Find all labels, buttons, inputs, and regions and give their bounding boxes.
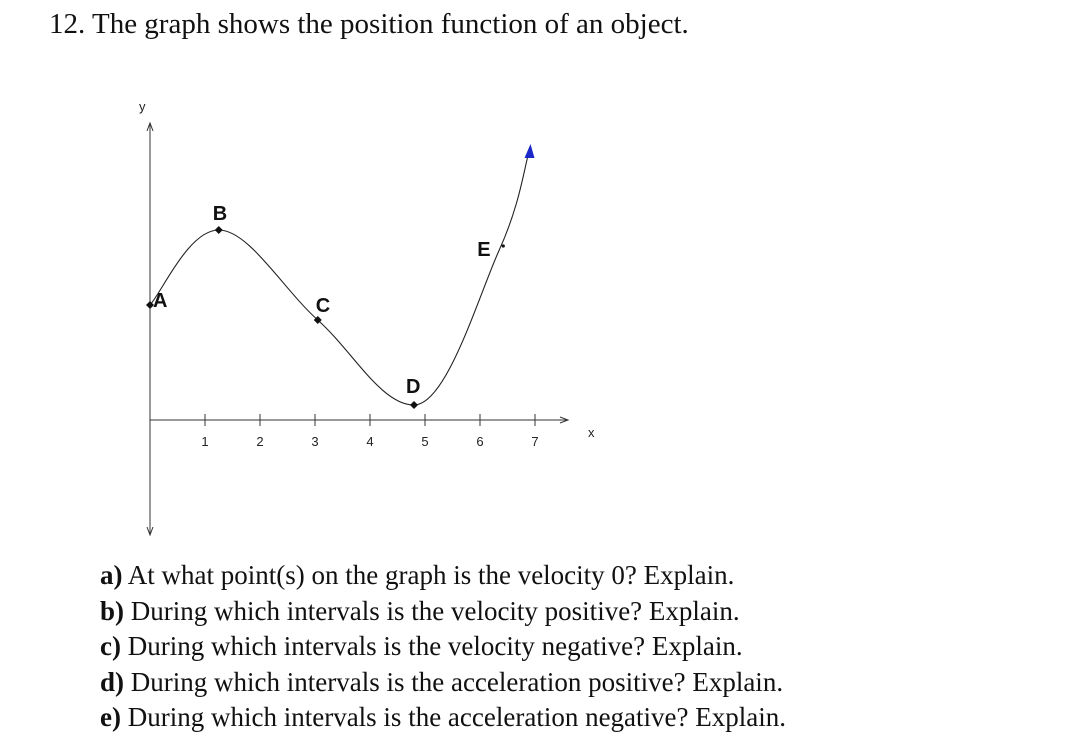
point-label-c: C	[315, 295, 331, 317]
question-letter: d)	[100, 666, 125, 697]
x-tick-label: 6	[476, 434, 484, 449]
question-text: During which intervals is the acceleration negative? Explain.	[120, 702, 786, 732]
question-letter: c)	[100, 631, 121, 661]
question-item	[100, 629, 786, 665]
y-axis-label: y	[139, 99, 146, 114]
point-label-a: A	[153, 290, 168, 312]
question-item	[100, 594, 786, 630]
question-text: During which intervals is the velocity positive? Explain.	[124, 595, 740, 626]
graph-axes	[147, 123, 568, 535]
question-text: During which intervals is the velocity negative? Explain.	[120, 631, 743, 661]
question-letter: e)	[100, 702, 121, 732]
x-tick-label: 7	[531, 434, 539, 449]
question-item	[100, 665, 786, 701]
point-label-b: B	[212, 203, 228, 225]
question-letter: b)	[100, 595, 125, 626]
question-letter: a)	[100, 560, 123, 590]
point-label-e: E	[477, 239, 491, 261]
question-title: 12. The graph shows the position function of an object.	[49, 8, 689, 40]
question-item	[100, 558, 786, 594]
x-tick-label: 1	[201, 434, 209, 449]
position-graph	[120, 95, 595, 545]
graph-points	[146, 203, 505, 409]
x-tick-label: 3	[311, 434, 319, 449]
point-marker-d	[410, 401, 418, 409]
question-item	[100, 700, 786, 736]
point-marker-e	[502, 244, 505, 247]
point-marker-b	[215, 226, 223, 234]
x-tick-label: 2	[256, 434, 264, 449]
question-text: At what point(s) on the graph is the velocity 0? Explain.	[122, 560, 735, 590]
question-text: During which intervals is the acceleration positive? Explain.	[124, 666, 784, 697]
position-curve	[150, 150, 530, 405]
graph-ticks	[201, 414, 538, 449]
x-tick-label: 4	[366, 434, 374, 449]
curve-end-arrow	[525, 144, 535, 158]
question-list	[100, 558, 786, 736]
point-label-d: D	[406, 376, 421, 398]
x-tick-label: 5	[421, 434, 429, 449]
x-axis-label: x	[588, 425, 595, 440]
